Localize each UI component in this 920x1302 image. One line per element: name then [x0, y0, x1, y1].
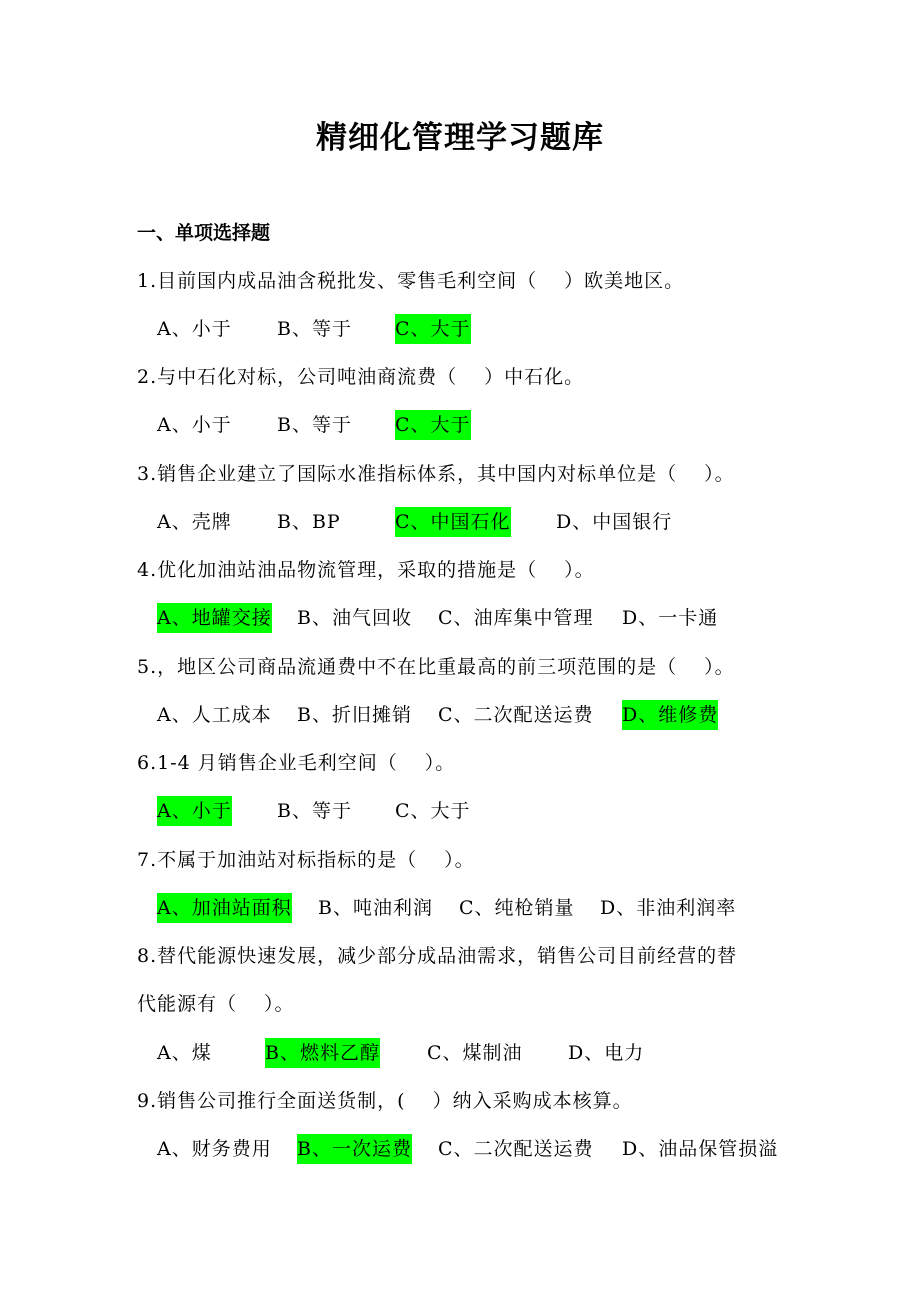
- q3-option-b: B、BP: [277, 511, 341, 533]
- q9-option-d: D、油品保管损溢: [622, 1138, 779, 1160]
- q6-option-c: C、大于: [395, 800, 471, 822]
- question-1-text: 1.目前国内成品油含税批发、零售毛利空间（ ）欧美地区。: [137, 270, 685, 292]
- q9-option-a: A、财务费用: [157, 1138, 272, 1160]
- question-7-text: 7.不属于加油站对标指标的是（ ）。: [137, 849, 475, 871]
- q1-option-b: B、等于: [277, 318, 352, 340]
- q5-option-a: A、人工成本: [157, 704, 272, 726]
- q9-option-b: B、一次运费: [297, 1134, 412, 1164]
- question-5-text: 5.，地区公司商品流通费中不在比重最高的前三项范围的是（ ）。: [137, 656, 735, 678]
- q5-option-d: D、维修费: [622, 700, 718, 730]
- q6-option-b: B、等于: [277, 800, 352, 822]
- q7-option-a: A、加油站面积: [157, 893, 292, 923]
- question-3-text: 3.销售企业建立了国际水准指标体系，其中国内对标单位是（ ）。: [137, 463, 735, 485]
- q8-option-c: C、煤制油: [427, 1042, 523, 1064]
- q5-option-c: C、二次配送运费: [438, 704, 594, 726]
- q8-option-a: A、煤: [157, 1042, 212, 1064]
- section-heading: 一、单项选择题: [137, 222, 271, 244]
- q3-option-d: D、中国银行: [556, 511, 673, 533]
- q7-option-b: B、吨油利润: [318, 897, 433, 919]
- q2-option-b: B、等于: [277, 414, 352, 436]
- q1-option-c: C、大于: [395, 314, 471, 344]
- q4-option-b: B、油气回收: [297, 607, 412, 629]
- question-8-text-continued: 代能源有（ ）。: [137, 993, 295, 1015]
- q3-option-a: A、壳牌: [157, 511, 232, 533]
- page-title: 精细化管理学习题库: [316, 120, 604, 156]
- q5-option-b: B、折旧摊销: [297, 704, 412, 726]
- q3-option-c: C、中国石化: [395, 507, 511, 537]
- q6-option-a: A、小于: [157, 796, 232, 826]
- q2-option-c: C、大于: [395, 410, 471, 440]
- q7-option-c: C、纯枪销量: [459, 897, 575, 919]
- q8-option-b: B、燃料乙醇: [265, 1038, 380, 1068]
- q4-option-c: C、油库集中管理: [438, 607, 594, 629]
- q4-option-a: A、地罐交接: [157, 603, 272, 633]
- question-8-text: 8.替代能源快速发展，减少部分成品油需求，销售公司目前经营的替: [137, 945, 738, 967]
- q8-option-d: D、电力: [568, 1042, 645, 1064]
- question-6-text: 6.1-4 月销售企业毛利空间（ ）。: [137, 752, 456, 774]
- question-2-text: 2.与中石化对标，公司吨油商流费（ ）中石化。: [137, 366, 585, 388]
- question-9-text: 9.销售公司推行全面送货制，( ）纳入采购成本核算。: [137, 1090, 633, 1112]
- q9-option-c: C、二次配送运费: [438, 1138, 594, 1160]
- q7-option-d: D、非油利润率: [600, 897, 737, 919]
- question-4-text: 4.优化加油站油品物流管理，采取的措施是（ ）。: [137, 559, 595, 581]
- q2-option-a: A、小于: [157, 414, 232, 436]
- q1-option-a: A、小于: [157, 318, 232, 340]
- q4-option-d: D、一卡通: [622, 607, 719, 629]
